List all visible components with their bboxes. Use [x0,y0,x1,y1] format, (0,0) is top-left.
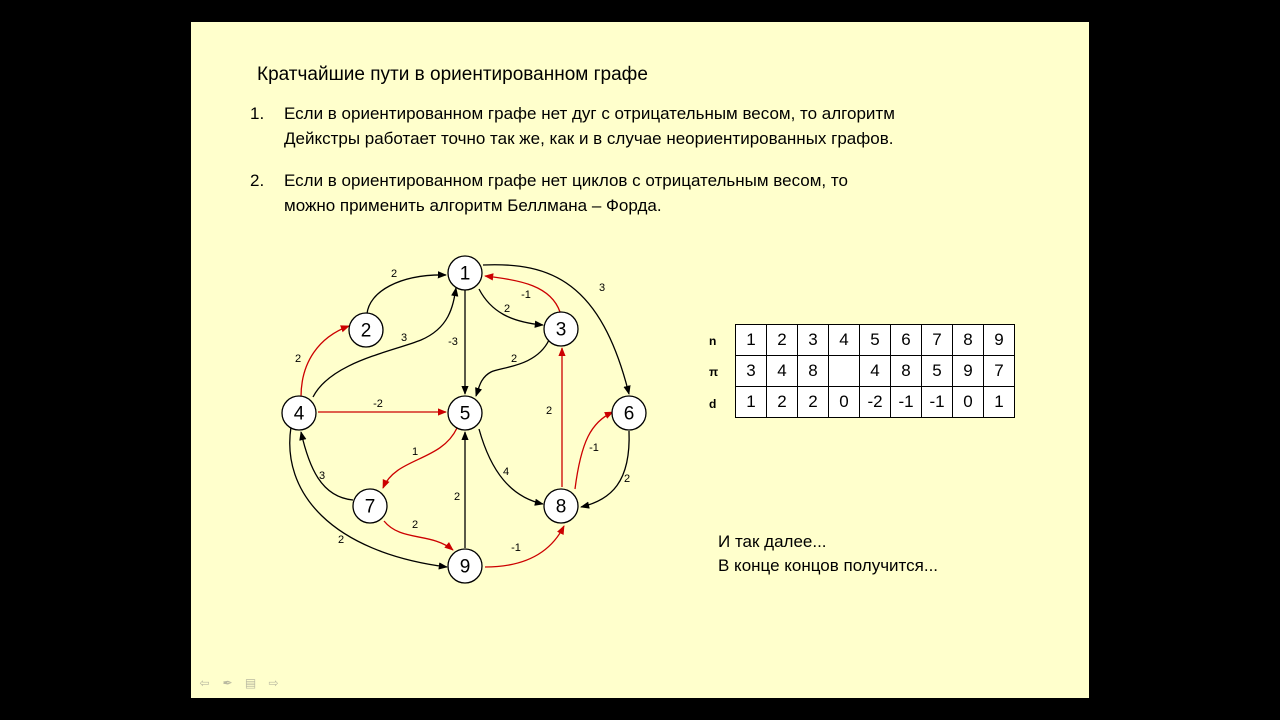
table-cell: 0 [829,387,860,418]
weight-label: -1 [511,542,521,554]
svg-text:7: 7 [364,496,376,518]
table-cell: 8 [953,325,984,356]
back-arrow-icon[interactable]: ⇦ [199,676,210,690]
weight-label: 3 [400,332,408,344]
table-cell: 8 [798,356,829,387]
weight-label: 3 [318,470,326,482]
table-cell: 3 [736,356,767,387]
edge-4-2 [301,326,349,397]
edge-7-4 [301,432,353,500]
weight-label: 2 [337,534,345,546]
weight-label: 2 [411,519,419,531]
weight-label: 2 [623,473,631,485]
row-label-pi: π [709,365,719,379]
table-cell [829,356,860,387]
weight-label: -2 [373,398,383,410]
table-cell: 2 [767,325,798,356]
table-cell: 6 [891,325,922,356]
table-row [736,356,1015,387]
table-cell: -1 [891,387,922,418]
item-number: 2. [250,171,265,190]
forward-arrow-icon[interactable]: ⇨ [268,676,279,690]
table-cell: -1 [922,387,953,418]
edge-7-9 [384,521,453,550]
slide-title: Кратчайшие пути в ориентированном графе [257,64,648,85]
pen-icon[interactable]: ✒ [222,676,233,690]
edge-2-1 [367,275,446,314]
table-cell: 9 [953,356,984,387]
table-cell: -2 [860,387,891,418]
table-cell: 1 [984,387,1015,418]
result-table [735,324,1015,418]
slide-nav [197,676,281,690]
row-label-d: d [709,397,717,411]
weight-label: 1 [411,446,419,458]
table-cell: 4 [829,325,860,356]
node-5 [448,396,482,430]
weight-label: -3 [448,336,458,348]
weight-label: -1 [589,442,599,454]
svg-text:6: 6 [623,403,635,425]
slide [191,22,1089,698]
table-cell: 3 [798,325,829,356]
edge-4-1 [313,288,456,397]
node-7 [353,489,387,523]
weight-label: 4 [502,466,510,478]
weight-label: -1 [521,289,531,301]
svg-text:1: 1 [459,263,471,285]
table-cell: 8 [891,356,922,387]
table-cell: 9 [984,325,1015,356]
item-number: 1. [250,104,265,123]
edge-5-8 [479,429,543,504]
edge-9-8 [485,526,564,567]
svg-text:4: 4 [293,403,305,425]
svg-text:9: 9 [459,556,471,578]
item-text-line1: Если в ориентированном графе нет циклов с отрицательным весом, то [284,171,848,190]
table-row [736,387,1015,418]
table-cell: 0 [953,387,984,418]
node-3 [544,312,578,346]
table-cell: 2 [767,387,798,418]
node-6 [612,396,646,430]
weight-label: 2 [510,353,518,365]
edge-5-7 [383,428,457,488]
table-cell: 5 [860,325,891,356]
weight-label: 2 [503,303,511,315]
note-line-2: В конце концов получится... [718,556,939,575]
table-cell: 5 [922,356,953,387]
node-4 [282,396,316,430]
weight-label: 2 [390,268,398,280]
node-8 [544,489,578,523]
edge-3-5 [476,340,549,396]
weight-label: 2 [453,491,461,503]
weight-label: 2 [294,353,302,365]
item-text-line2: Дейкстры работает точно так же, как и в случае неориентированных графов. [284,129,894,148]
weight-label: 2 [545,405,553,417]
note-line-1: И так далее... [718,532,827,551]
table-row [736,325,1015,356]
table-cell: 4 [767,356,798,387]
svg-text:5: 5 [459,403,471,425]
table-cell: 7 [984,356,1015,387]
svg-text:2: 2 [360,320,372,342]
weight-label: 3 [598,282,606,294]
table-cell: 7 [922,325,953,356]
node-2 [349,313,383,347]
item-text-line1: Если в ориентированном графе нет дуг с отрицательным весом, то алгоритм [284,104,895,123]
edge-1-3 [479,289,543,325]
table-cell: 1 [736,325,767,356]
node-9 [448,549,482,583]
table-cell: 1 [736,387,767,418]
svg-text:8: 8 [555,496,567,518]
note [718,530,938,578]
table-cell: 4 [860,356,891,387]
svg-text:3: 3 [555,319,567,341]
node-1 [448,256,482,290]
item-text-line2: можно применить алгоритм Беллмана – Форда. [284,196,662,215]
row-label-n: n [709,334,717,348]
table-cell: 2 [798,387,829,418]
menu-icon[interactable]: ▤ [244,676,257,690]
